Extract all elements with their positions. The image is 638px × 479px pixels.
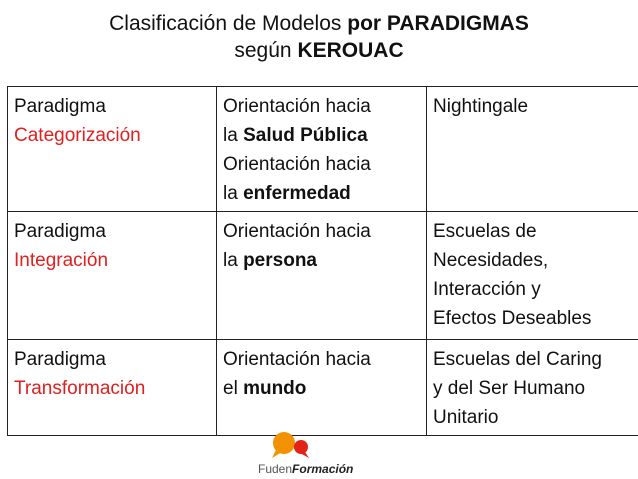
- paradigm-name: Transformación: [14, 378, 146, 399]
- speech-bubbles-icon: [258, 430, 318, 462]
- table-row: [8, 87, 638, 212]
- paradigm-cell: Paradigma Transformación: [8, 340, 217, 436]
- schools-cell: Nightingale: [427, 87, 638, 212]
- title-line-2: según KEROUAC: [234, 39, 404, 62]
- paradigm-name: Integración: [14, 250, 109, 271]
- fuden-logo: [258, 430, 388, 476]
- orientation-cell: Orientación hacia la persona: [217, 212, 427, 340]
- table-row: [8, 340, 638, 436]
- orientation-cell: Orientación hacia el mundo: [217, 340, 427, 436]
- schools-cell: Escuelas de Necesidades, Interacción y Efectos Deseables: [427, 212, 638, 340]
- paradigm-cell: Paradigma Categorización: [8, 87, 217, 212]
- title-line-1: Clasificación de Modelos por PARADIGMAS: [109, 12, 529, 35]
- paradigm-cell: Paradigma Integración: [8, 212, 217, 340]
- paradigm-name: Categorización: [14, 125, 141, 146]
- paradigm-table: [7, 86, 638, 436]
- logo-text: FudenFormación: [258, 462, 354, 476]
- table-row: [8, 212, 638, 340]
- orientation-cell: Orientación hacia la Salud Pública Orientación hacia la enfermedad: [217, 87, 427, 212]
- slide-title: [0, 10, 638, 64]
- schools-cell: Escuelas del Caring y del Ser Humano Unitario: [427, 340, 638, 436]
